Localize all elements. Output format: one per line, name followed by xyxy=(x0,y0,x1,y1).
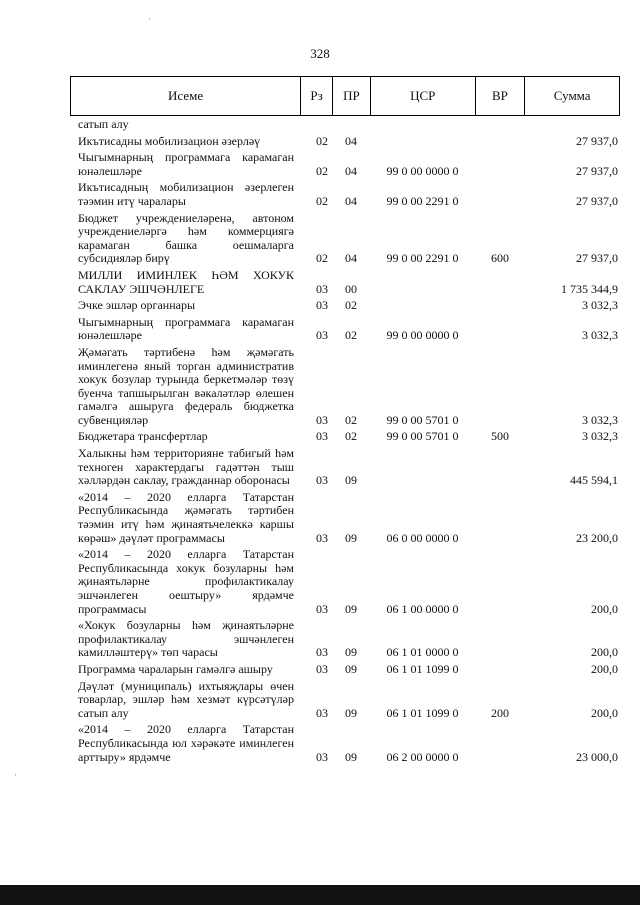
row-rz: 02 xyxy=(316,251,328,266)
budget-table xyxy=(70,76,620,767)
row-sum: 3 032,3 xyxy=(582,429,618,444)
row-pr: 09 xyxy=(345,530,357,545)
row-sum: 23 000,0 xyxy=(576,749,618,764)
row-vr: 600 xyxy=(491,251,509,266)
row-csr: 06 1 01 0000 0 xyxy=(386,645,459,660)
header-csr: ЦСР xyxy=(370,77,475,115)
table-header xyxy=(70,76,620,116)
row-name: «Хокук бозуларны һәм җинаятьләрне профилактикалау эшчәнлеген камилләштерү» төп чарасы xyxy=(78,618,294,660)
row-sum: 3 032,3 xyxy=(582,298,618,313)
row-sum: 1 735 344,9 xyxy=(561,281,618,296)
row-name: Дәүләт (муниципаль) ихтыяҗлары өчен товарлар, эшләр һәм хезмәт күрсәтүләр сатып алу xyxy=(78,678,294,720)
row-pr: 02 xyxy=(345,298,357,313)
row-rz: 03 xyxy=(316,749,328,764)
row-csr: 06 1 00 0000 0 xyxy=(386,601,459,616)
header-sum: Сумма xyxy=(524,77,619,115)
table-row xyxy=(70,548,620,616)
row-pr: 02 xyxy=(345,328,357,343)
row-pr: 02 xyxy=(345,412,357,427)
row-vr: 500 xyxy=(491,429,509,444)
row-rz: 03 xyxy=(316,705,328,720)
row-name: «2014 – 2020 елларга Татарстан Республикасында юл хәрәкәте иминлеген арттыру» ярдәмче xyxy=(78,722,294,764)
table-row xyxy=(70,269,620,296)
row-csr: 99 0 00 2291 0 xyxy=(386,193,459,208)
row-pr: 04 xyxy=(345,193,357,208)
row-pr: 09 xyxy=(345,661,357,676)
row-sum: 27 937,0 xyxy=(576,251,618,266)
row-sum: 200,0 xyxy=(591,645,618,660)
table-row xyxy=(70,430,620,444)
table-row xyxy=(70,135,620,149)
row-csr: 06 2 00 0000 0 xyxy=(386,749,459,764)
row-csr: 99 0 00 0000 0 xyxy=(386,328,459,343)
row-sum: 3 032,3 xyxy=(582,328,618,343)
header-pr: ПР xyxy=(332,77,370,115)
row-pr: 04 xyxy=(345,163,357,178)
row-rz: 03 xyxy=(316,473,328,488)
row-vr: 200 xyxy=(491,705,509,720)
header-rz: Рз xyxy=(300,77,332,115)
row-pr: 09 xyxy=(345,749,357,764)
table-row xyxy=(70,299,620,313)
row-rz: 03 xyxy=(316,429,328,444)
table-body xyxy=(70,118,620,764)
row-rz: 03 xyxy=(316,601,328,616)
row-name: Икътисадның мобилизацион әзерлеген тәэмин итү чаралары xyxy=(78,180,294,208)
row-csr: 06 0 00 0000 0 xyxy=(386,530,459,545)
row-rz: 02 xyxy=(316,163,328,178)
row-rz: 03 xyxy=(316,281,328,296)
row-name: Бюджет учреждениеләренә, автоном учреждениеләргә һәм коммерциягә карамаган башка оешмаларга субсидияләр бирү xyxy=(78,210,294,266)
row-pr: 09 xyxy=(345,645,357,660)
row-name: «2014 – 2020 елларга Татарстан Республикасында хокук бозуларны һәм җинаятьләрне профилактикалау эшчәнлеген оештыру» ярдәмче программасы xyxy=(78,547,294,616)
row-rz: 03 xyxy=(316,661,328,676)
row-pr: 09 xyxy=(345,473,357,488)
table-row xyxy=(70,491,620,545)
row-name: Чыгымнарның программага карамаган юнәлешләре xyxy=(78,314,294,343)
continuation-row xyxy=(70,118,620,132)
scan-speck: · xyxy=(148,14,151,24)
row-pr: 09 xyxy=(345,705,357,720)
table-row xyxy=(70,346,620,428)
table-row xyxy=(70,723,620,764)
row-rz: 02 xyxy=(316,193,328,208)
table-row xyxy=(70,619,620,660)
scan-speck: · xyxy=(14,770,17,780)
row-sum: 200,0 xyxy=(591,661,618,676)
table-row xyxy=(70,151,620,178)
row-csr: 06 1 01 1099 0 xyxy=(386,661,459,676)
row-csr: 06 1 01 1099 0 xyxy=(386,705,459,720)
row-name: «2014 – 2020 елларга Татарстан Республикасында җәмәгать тәртибен тәэмин итү һәм җинаятьчелеккә каршы көрәш» дәүләт программасы xyxy=(78,489,294,545)
row-pr: 00 xyxy=(345,281,357,296)
row-sum: 445 594,1 xyxy=(570,473,618,488)
page-number: 328 xyxy=(310,46,330,61)
table-row xyxy=(70,181,620,208)
row-name: Халыкны һәм территорияне табигый һәм техноген характердагы гадәттән тыш хәлләрдән саклау, гражданнар оборонасы xyxy=(78,446,294,488)
table-row xyxy=(70,316,620,343)
row-name: Икътисадны мобилизацион әзерләү xyxy=(78,133,261,148)
row-sum: 27 937,0 xyxy=(576,133,618,148)
row-rz: 03 xyxy=(316,328,328,343)
row-sum: 3 032,3 xyxy=(582,412,618,427)
row-rz: 03 xyxy=(316,298,328,313)
header-name: Исеме xyxy=(168,88,204,103)
row-pr: 02 xyxy=(345,429,357,444)
row-name: Җәмәгать тәртибенә һәм җәмәгать иминлегенә яный торган административ хокук бозулар турында беркетмәләр төзү буенча тапшырылган вәкаләтләр өлешен гамәлгә ашыруга федераль бюджетка субвенцияләр xyxy=(78,344,294,427)
row-name: Чыгымнарның программага карамаган юнәлешләре xyxy=(78,150,294,178)
row-name: Эчке эшләр органнары xyxy=(78,298,195,313)
table-row xyxy=(70,663,620,677)
row-rz: 03 xyxy=(316,645,328,660)
scan-border xyxy=(0,885,640,905)
table-row xyxy=(70,212,620,266)
row-rz: 02 xyxy=(316,133,328,148)
row-csr: 99 0 00 0000 0 xyxy=(386,163,459,178)
row-csr: 99 0 00 5701 0 xyxy=(386,429,459,444)
row-name: МИЛЛИ ИМИНЛЕК ҺӘМ ХОКУК САКЛАУ ЭШЧӘНЛЕГЕ xyxy=(78,267,294,296)
row-sum: 23 200,0 xyxy=(576,530,618,545)
row-sum: 200,0 xyxy=(591,705,618,720)
table-row xyxy=(70,447,620,488)
row-sum: 27 937,0 xyxy=(576,163,618,178)
row-pr: 09 xyxy=(345,601,357,616)
row-pr: 04 xyxy=(345,251,357,266)
row-name: Бюджетара трансфертлар xyxy=(78,429,208,444)
row-pr: 04 xyxy=(345,133,357,148)
row-sum: 200,0 xyxy=(591,601,618,616)
row-sum: 27 937,0 xyxy=(576,193,618,208)
row-csr: 99 0 00 2291 0 xyxy=(386,251,459,266)
header-vr: ВР xyxy=(475,77,525,115)
row-csr: 99 0 00 5701 0 xyxy=(386,412,459,427)
table-row xyxy=(70,680,620,721)
row-rz: 03 xyxy=(316,530,328,545)
row-rz: 03 xyxy=(316,412,328,427)
row-name: Программа чараларын гамәлгә ашыру xyxy=(78,661,273,676)
row-name: сатып алу xyxy=(78,117,129,131)
